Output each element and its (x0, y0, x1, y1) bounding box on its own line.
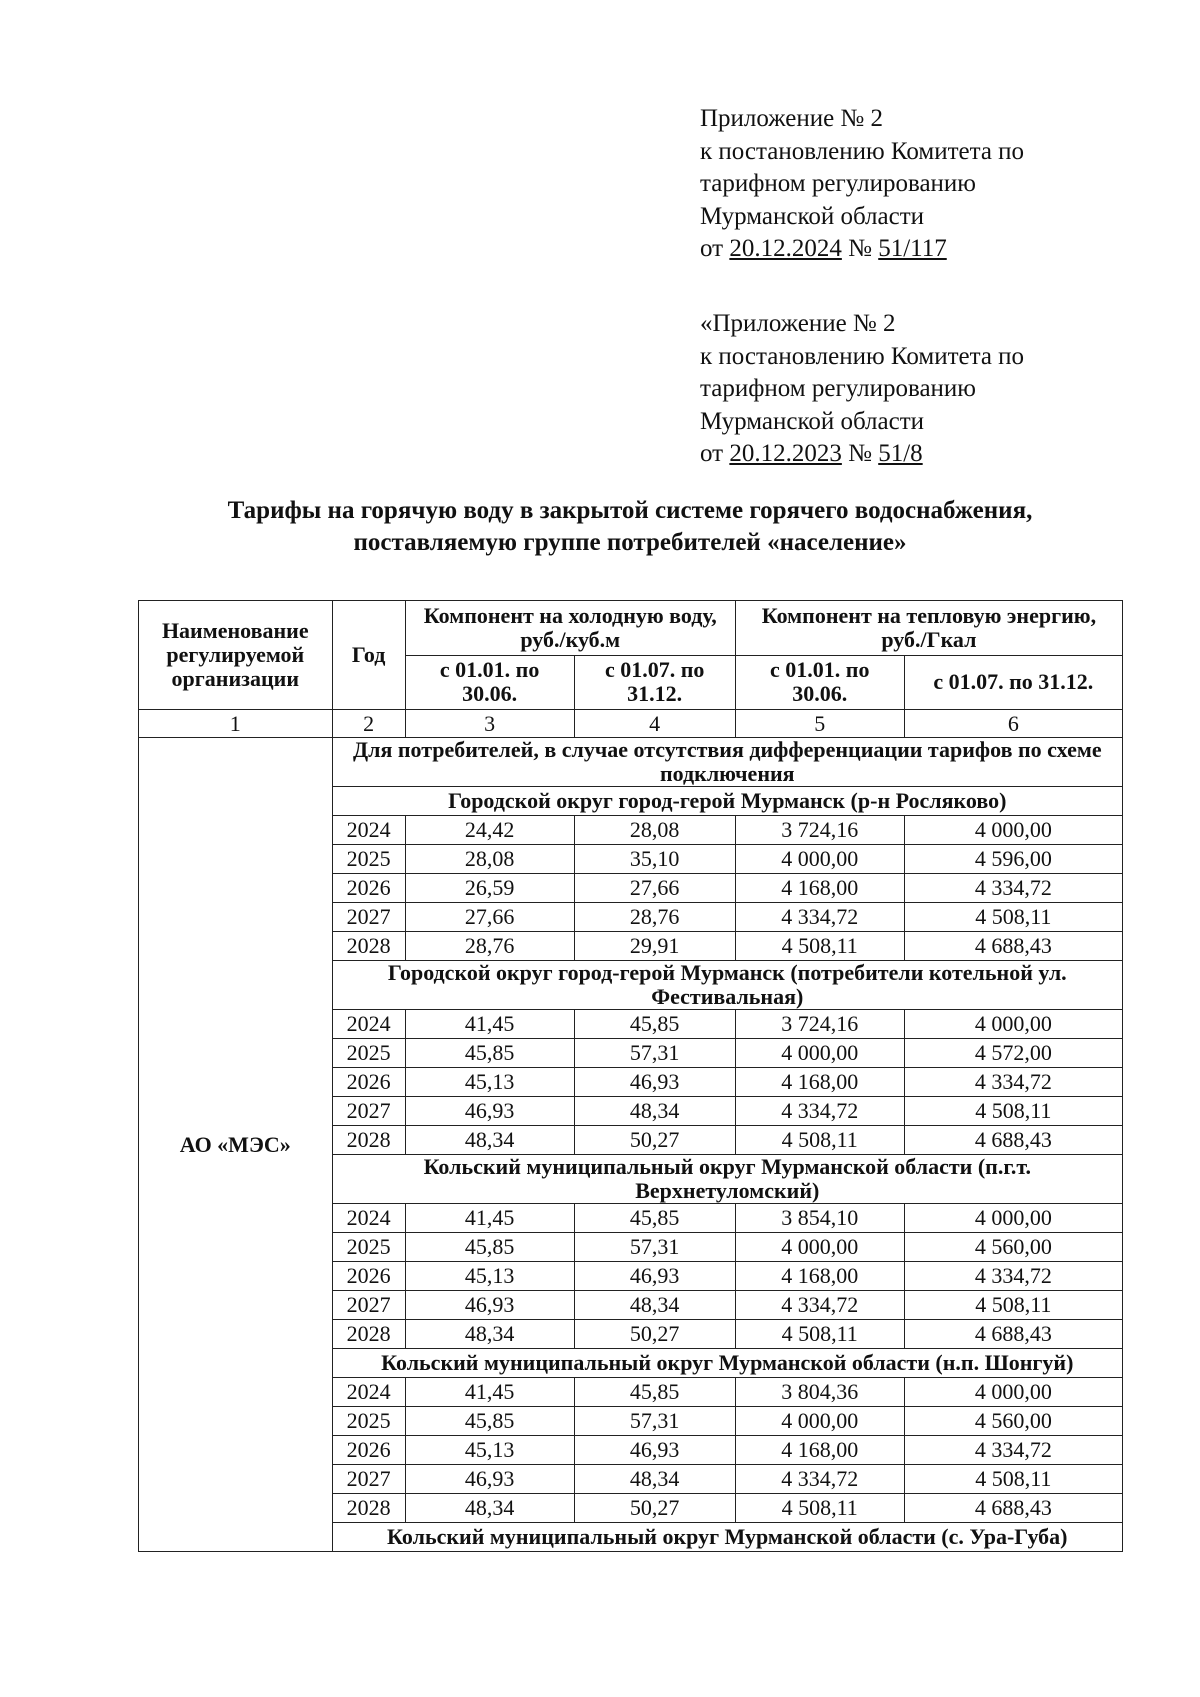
header-cold-h1: с 01.01. по 30.06. (405, 655, 574, 710)
cold-h1-cell: 48,34 (405, 1320, 574, 1349)
column-number: 2 (332, 710, 405, 738)
heat-h2-cell: 4 688,43 (904, 1494, 1122, 1523)
cold-h2-cell: 28,76 (574, 903, 735, 932)
year-cell: 2024 (332, 816, 405, 845)
heat-h2-cell: 4 000,00 (904, 1010, 1122, 1039)
title-line-2: поставляемую группе потребителей «население» (353, 529, 907, 556)
cold-h1-cell: 26,59 (405, 874, 574, 903)
heat-h2-cell: 4 334,72 (904, 874, 1122, 903)
heat-h2-cell: 4 000,00 (904, 816, 1122, 845)
appendix-line: Мурманской области (700, 407, 925, 435)
heat-h1-cell: 4 334,72 (735, 1097, 904, 1126)
cold-h2-cell: 48,34 (574, 1465, 735, 1494)
heat-h2-cell: 4 508,11 (904, 1465, 1122, 1494)
date-prefix: от (700, 235, 730, 262)
cold-h1-cell: 45,85 (405, 1407, 574, 1436)
heat-h2-cell: 4 000,00 (904, 1204, 1122, 1233)
cold-h2-cell: 57,31 (574, 1407, 735, 1436)
cold-h1-cell: 45,13 (405, 1436, 574, 1465)
year-cell: 2027 (332, 1465, 405, 1494)
appendix-date-line (700, 233, 1140, 266)
heat-h2-cell: 4 596,00 (904, 845, 1122, 874)
header-heat-h2: с 01.07. по 31.12. (904, 655, 1122, 710)
year-cell: 2026 (332, 1262, 405, 1291)
year-cell: 2025 (332, 1407, 405, 1436)
heat-h1-cell: 4 000,00 (735, 845, 904, 874)
appendix-line: к постановлению Комитета по (700, 342, 1025, 370)
cold-h2-cell: 28,08 (574, 816, 735, 845)
header-cold-h2: с 01.07. по 31.12. (574, 655, 735, 710)
heat-h1-cell: 4 508,11 (735, 1494, 904, 1523)
cold-h1-cell: 41,45 (405, 1378, 574, 1407)
appendix-date-line (700, 438, 1140, 471)
cold-h2-cell: 50,27 (574, 1126, 735, 1155)
title-line-1: Тарифы на горячую воду в закрытой системе горячего водоснабжения, (227, 497, 1033, 524)
appendix-number: 51/117 (878, 235, 947, 262)
heat-h1-cell: 4 508,11 (735, 1320, 904, 1349)
heat-h2-cell: 4 688,43 (904, 1320, 1122, 1349)
cold-h1-cell: 48,34 (405, 1126, 574, 1155)
group-title: Для потребителей, в случае отсутствия дифференциации тарифов по схеме подключения (332, 738, 1122, 787)
heat-h1-cell: 4 000,00 (735, 1407, 904, 1436)
cold-h2-cell: 46,93 (574, 1436, 735, 1465)
cold-h1-cell: 27,66 (405, 903, 574, 932)
cold-h1-cell: 48,34 (405, 1494, 574, 1523)
column-number-row (139, 710, 1123, 738)
cold-h1-cell: 46,93 (405, 1465, 574, 1494)
heat-h1-cell: 4 168,00 (735, 1436, 904, 1465)
heat-h2-cell: 4 508,11 (904, 1097, 1122, 1126)
heat-h2-cell: 4 560,00 (904, 1233, 1122, 1262)
heat-h1-cell: 4 168,00 (735, 1262, 904, 1291)
appendix-header-previous (700, 308, 1140, 471)
cold-h2-cell: 45,85 (574, 1204, 735, 1233)
heat-h1-cell: 4 168,00 (735, 1068, 904, 1097)
heat-h1-cell: 3 804,36 (735, 1378, 904, 1407)
heat-h1-cell: 4 168,00 (735, 874, 904, 903)
heat-h1-cell: 4 334,72 (735, 1291, 904, 1320)
cold-h1-cell: 46,93 (405, 1291, 574, 1320)
year-cell: 2024 (332, 1204, 405, 1233)
year-cell: 2027 (332, 1291, 405, 1320)
section-title: Кольский муниципальный округ Мурманской области (п.г.т. Верхнетуломский) (332, 1155, 1122, 1204)
heat-h1-cell: 3 724,16 (735, 1010, 904, 1039)
appendix-date: 20.12.2024 (729, 235, 842, 262)
column-number: 3 (405, 710, 574, 738)
header-organization: Наименование регулируемой организации (139, 601, 333, 710)
header-heat-energy: Компонент на тепловую энергию, руб./Гкал (735, 601, 1122, 656)
heat-h1-cell: 4 334,72 (735, 1465, 904, 1494)
cold-h2-cell: 50,27 (574, 1494, 735, 1523)
header-cold-water: Компонент на холодную воду, руб./куб.м (405, 601, 735, 656)
cold-h2-cell: 48,34 (574, 1291, 735, 1320)
heat-h1-cell: 3 724,16 (735, 816, 904, 845)
appendix-line: Приложение № 2 (700, 105, 884, 132)
organization-name: АО «МЭС» (139, 738, 333, 1552)
heat-h1-cell: 4 334,72 (735, 903, 904, 932)
cold-h2-cell: 46,93 (574, 1068, 735, 1097)
cold-h2-cell: 57,31 (574, 1039, 735, 1068)
cold-h1-cell: 45,13 (405, 1262, 574, 1291)
heat-h1-cell: 4 000,00 (735, 1039, 904, 1068)
header-year: Год (332, 601, 405, 710)
appendix-line: «Приложение № 2 (700, 310, 896, 337)
heat-h2-cell: 4 508,11 (904, 1291, 1122, 1320)
appendix-line: тарифном регулированию (700, 170, 976, 197)
year-cell: 2028 (332, 932, 405, 961)
cold-h2-cell: 46,93 (574, 1262, 735, 1291)
tariff-table (138, 600, 1123, 1552)
year-cell: 2026 (332, 1068, 405, 1097)
heat-h1-cell: 4 000,00 (735, 1233, 904, 1262)
heat-h1-cell: 3 854,10 (735, 1204, 904, 1233)
year-cell: 2024 (332, 1378, 405, 1407)
cold-h2-cell: 35,10 (574, 845, 735, 874)
heat-h2-cell: 4 508,11 (904, 903, 1122, 932)
year-cell: 2025 (332, 1233, 405, 1262)
date-prefix: от (700, 440, 730, 467)
cold-h1-cell: 28,08 (405, 845, 574, 874)
appendix-line: к постановлению Комитета по (700, 137, 1025, 165)
cold-h1-cell: 28,76 (405, 932, 574, 961)
year-cell: 2028 (332, 1126, 405, 1155)
appendix-header-current (700, 103, 1140, 266)
section-title: Городской округ город-герой Мурманск (потребители котельной ул. Фестивальная) (332, 961, 1122, 1010)
section-title: Городской округ город-герой Мурманск (р-н Росляково) (332, 787, 1122, 816)
cold-h2-cell: 29,91 (574, 932, 735, 961)
section-title: Кольский муниципальный округ Мурманской области (н.п. Шонгуй) (332, 1349, 1122, 1378)
heat-h2-cell: 4 000,00 (904, 1378, 1122, 1407)
cold-h2-cell: 48,34 (574, 1097, 735, 1126)
group-title-row (139, 738, 1123, 787)
column-number: 4 (574, 710, 735, 738)
year-cell: 2026 (332, 1436, 405, 1465)
cold-h1-cell: 41,45 (405, 1010, 574, 1039)
heat-h2-cell: 4 572,00 (904, 1039, 1122, 1068)
document-title (140, 495, 1120, 559)
appendix-line: Мурманской области (700, 202, 925, 230)
cold-h1-cell: 45,13 (405, 1068, 574, 1097)
tariff-table-body (139, 738, 1123, 1552)
cold-h2-cell: 45,85 (574, 1378, 735, 1407)
heat-h2-cell: 4 688,43 (904, 932, 1122, 961)
heat-h1-cell: 4 508,11 (735, 932, 904, 961)
cold-h1-cell: 46,93 (405, 1097, 574, 1126)
appendix-number: 51/8 (878, 440, 923, 467)
cold-h2-cell: 27,66 (574, 874, 735, 903)
heat-h2-cell: 4 688,43 (904, 1126, 1122, 1155)
heat-h2-cell: 4 334,72 (904, 1436, 1122, 1465)
heat-h2-cell: 4 334,72 (904, 1068, 1122, 1097)
year-cell: 2026 (332, 874, 405, 903)
cold-h1-cell: 41,45 (405, 1204, 574, 1233)
cold-h1-cell: 24,42 (405, 816, 574, 845)
cold-h2-cell: 50,27 (574, 1320, 735, 1349)
number-prefix: № (841, 235, 879, 262)
heat-h2-cell: 4 334,72 (904, 1262, 1122, 1291)
year-cell: 2025 (332, 1039, 405, 1068)
cold-h2-cell: 57,31 (574, 1233, 735, 1262)
column-number: 5 (735, 710, 904, 738)
cold-h1-cell: 45,85 (405, 1233, 574, 1262)
cold-h2-cell: 45,85 (574, 1010, 735, 1039)
heat-h2-cell: 4 560,00 (904, 1407, 1122, 1436)
heat-h1-cell: 4 508,11 (735, 1126, 904, 1155)
header-heat-h1: с 01.01. по 30.06. (735, 655, 904, 710)
year-cell: 2028 (332, 1320, 405, 1349)
number-prefix: № (841, 440, 879, 467)
section-title: Кольский муниципальный округ Мурманской области (с. Ура-Губа) (332, 1523, 1122, 1552)
year-cell: 2025 (332, 845, 405, 874)
year-cell: 2024 (332, 1010, 405, 1039)
year-cell: 2027 (332, 1097, 405, 1126)
year-cell: 2027 (332, 903, 405, 932)
appendix-date: 20.12.2023 (729, 440, 842, 467)
column-number: 1 (139, 710, 333, 738)
year-cell: 2028 (332, 1494, 405, 1523)
appendix-line: тарифном регулированию (700, 375, 976, 402)
cold-h1-cell: 45,85 (405, 1039, 574, 1068)
column-number: 6 (904, 710, 1122, 738)
